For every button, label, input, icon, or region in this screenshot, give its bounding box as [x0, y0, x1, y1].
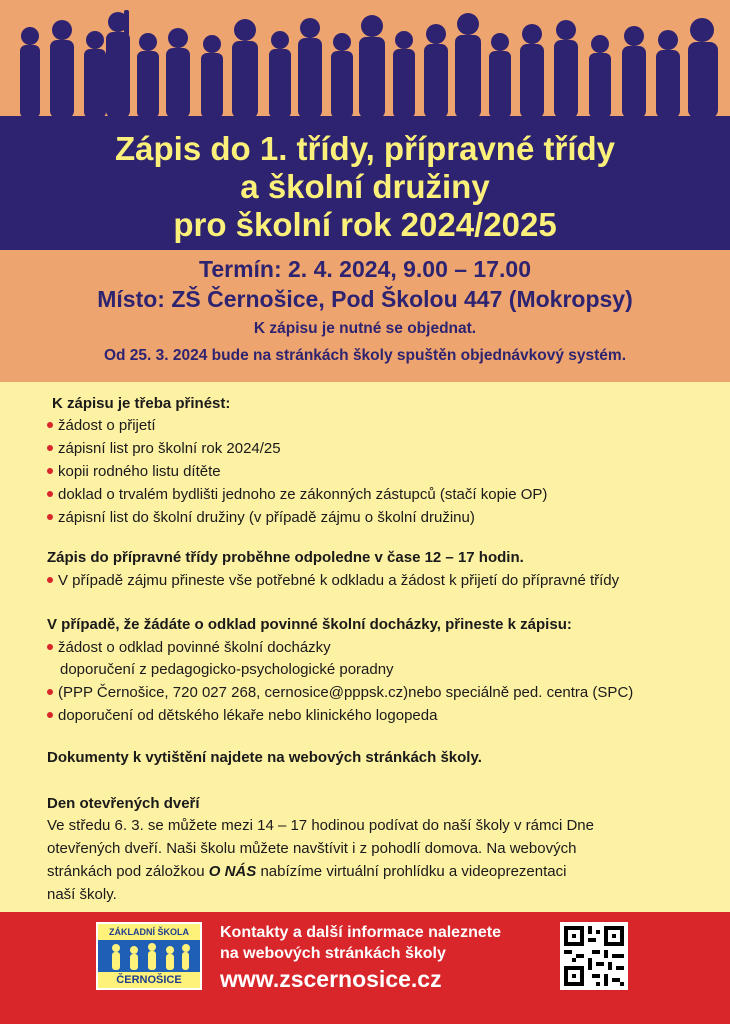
qr-code-icon [560, 922, 628, 990]
logo-bottom-text: ČERNOŠICE [98, 972, 200, 988]
school-website-link[interactable]: www.zscernosice.cz [220, 966, 442, 992]
event-term: Termín: 2. 4. 2024, 9.00 – 17.00 [198, 256, 531, 282]
bullet-icon [47, 689, 53, 695]
open-day-text-line: stránkách pod záložkou O NÁS nabízíme virtuální prohlídku a videoprezentaci [47, 863, 567, 880]
documents-note: Dokumenty k vytištění najdete na webových stránkách školy. [47, 749, 482, 766]
open-day-text-line: otevřených dveří. Naši školu můžete navštívit i z pohodlí domova. Na webových [47, 840, 577, 857]
open-day-text-line: naší školy. [47, 886, 117, 903]
bullet-icon [47, 644, 53, 650]
bullet-icon [47, 445, 53, 451]
open-day-text-line: Ve středu 6. 3. se můžete mezi 14 – 17 hodinou podívat do naší školy v rámci Dne [47, 817, 594, 834]
school-logo [96, 922, 202, 990]
page-title-line-1: Zápis do 1. třídy, přípravné třídy [115, 130, 615, 167]
list-item: zápisní list do školní družiny (v případě zájmu o školní družinu) [47, 506, 475, 529]
bullet-icon [47, 491, 53, 497]
bullet-icon [47, 468, 53, 474]
list-item: žádost o odklad povinné školní docházky [47, 636, 331, 659]
o-nas-link-text: O NÁS [208, 863, 257, 880]
bring-heading: K zápisu je třeba přinést: [52, 395, 231, 412]
deferral-heading: V případě, že žádáte o odklad povinné školní docházky, přineste k zápisu: [47, 616, 572, 633]
running-kids-icon [106, 942, 192, 974]
bullet-icon [47, 577, 53, 583]
logo-top-text: ZÁKLADNÍ ŠKOLA [98, 924, 200, 940]
page-title-line-2: a školní družiny [240, 168, 490, 205]
list-item: žádost o přijetí [47, 414, 156, 437]
bullet-icon [47, 514, 53, 520]
bullet-icon [47, 712, 53, 718]
bullet-icon [47, 422, 53, 428]
list-item-continuation: doporučení z pedagogicko-psychologické poradny [60, 661, 394, 678]
list-item: V případě zájmu přineste vše potřebné k odkladu a žádost k přijetí do přípravné třídy [47, 569, 619, 592]
qr-code[interactable] [560, 922, 628, 990]
system-note: Od 25. 3. 2024 bude na stránkách školy spuštěn objednávkový systém. [103, 347, 627, 364]
list-item: kopii rodného listu dítěte [47, 460, 221, 483]
list-item: doporučení od dětského lékaře nebo klinického logopeda [47, 704, 437, 727]
children-silhouettes-icon [0, 0, 730, 118]
event-place: Místo: ZŠ Černošice, Pod Školou 447 (Mokropsy) [97, 286, 633, 312]
list-item: doklad o trvalém bydlišti jednoho ze zákonných zástupců (stačí kopie OP) [47, 483, 547, 506]
footer-contact-line-2: na webových stránkách školy [220, 945, 446, 962]
list-item: zápisní list pro školní rok 2024/25 [47, 437, 281, 460]
open-day-heading: Den otevřených dveří [47, 795, 200, 812]
list-item: (PPP Černošice, 720 027 268, cernosice@pppsk.cz)nebo speciálně ped. centra (SPC) [47, 681, 633, 704]
order-note: K zápisu je nutné se objednat. [253, 320, 477, 337]
page-title-line-3: pro školní rok 2024/2025 [173, 206, 557, 243]
footer-contact-line-1: Kontakty a další informace naleznete [220, 924, 501, 941]
prep-class-heading: Zápis do přípravné třídy proběhne odpoledne v čase 12 – 17 hodin. [47, 549, 524, 566]
